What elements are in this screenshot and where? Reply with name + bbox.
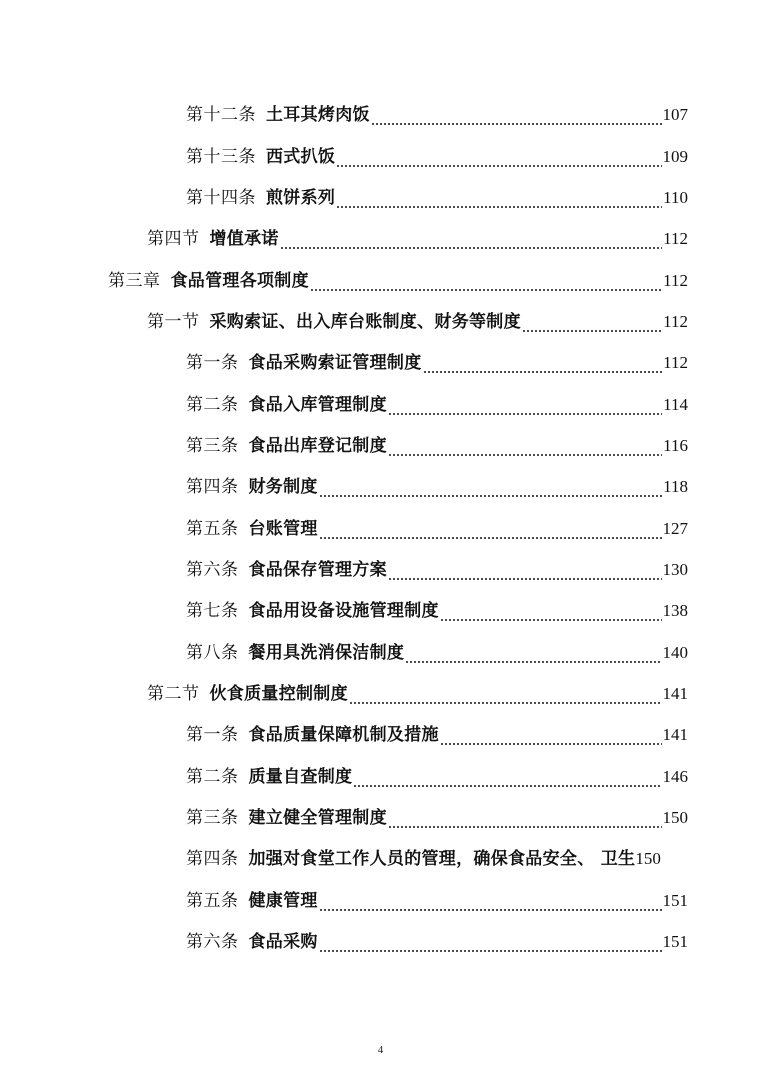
toc-entry-number: 第二条: [186, 395, 239, 414]
toc-entry[interactable]: [186, 634, 688, 664]
toc-entry-title: 食品入库管理制度: [248, 395, 387, 415]
toc-entry-title: 建立健全管理制度: [248, 808, 387, 828]
toc-entry-number: 第一条: [186, 353, 239, 372]
toc-entry-number: 第七条: [186, 601, 239, 620]
toc-entry[interactable]: [186, 758, 688, 788]
toc-entry-page: 112: [663, 229, 688, 248]
toc-entry-page: 116: [663, 436, 688, 455]
toc-entry[interactable]: [186, 551, 688, 581]
toc-entry-number: 第五条: [186, 891, 239, 910]
toc-entry-number: 第十二条: [186, 105, 256, 124]
toc-entry-title: 台账管理: [248, 519, 318, 539]
toc-entry-page: 130: [662, 560, 688, 579]
dot-leader: [336, 191, 662, 209]
toc-entry[interactable]: [108, 262, 688, 292]
toc-entry-title: 质量自查制度: [248, 767, 353, 787]
dot-leader: [319, 894, 662, 912]
toc-entry[interactable]: [186, 179, 688, 209]
toc-entry[interactable]: [147, 303, 688, 333]
dot-leader: [440, 728, 662, 746]
toc-entry-title: 食品质量保障机制及措施: [248, 725, 439, 745]
toc-entry-page: 141: [662, 684, 688, 703]
toc-entry-title: 土耳其烤肉饭: [266, 105, 370, 125]
toc-entry-page: 118: [663, 477, 688, 496]
toc-entry-title: 财务制度: [248, 477, 318, 497]
toc-entry-number: 第五条: [186, 519, 239, 538]
toc-entry-number: 第一节: [147, 312, 200, 331]
toc-entry-number: 第一条: [186, 725, 239, 744]
toc-entry-title: 食品采购: [248, 932, 318, 952]
toc-entry-page: 151: [662, 932, 688, 951]
dot-leader: [405, 646, 661, 664]
dot-leader: [310, 274, 662, 292]
dot-leader: [371, 108, 662, 126]
dot-leader: [388, 563, 662, 581]
toc-entry-number: 第六条: [186, 932, 239, 951]
toc-entry-title: 食品保存管理方案: [248, 560, 387, 580]
toc-entry-page: 112: [663, 312, 688, 331]
toc-entry-page: 150: [635, 849, 661, 868]
toc-entry-page: 114: [663, 395, 688, 414]
toc-entry[interactable]: [147, 220, 688, 250]
toc-entry-number: 第四条: [186, 849, 239, 868]
toc-entry-title: 食品用设备设施管理制度: [248, 601, 439, 621]
dot-leader: [388, 811, 662, 829]
toc-entry-page: 141: [662, 725, 688, 744]
toc-entry-number: 第十三条: [186, 147, 256, 166]
toc-entry-page: 146: [662, 767, 688, 786]
toc-entry[interactable]: [186, 716, 688, 746]
dot-leader: [388, 439, 662, 457]
toc-entry-title: 健康管理: [248, 891, 318, 911]
toc-entry-page: 112: [663, 353, 688, 372]
toc-entry[interactable]: [186, 344, 688, 374]
toc-entry-page: 138: [662, 601, 688, 620]
dot-leader: [319, 935, 662, 953]
toc-entry-number: 第四条: [186, 477, 239, 496]
dot-leader: [349, 687, 662, 705]
toc-entry-number: 第二节: [147, 684, 200, 703]
toc-entry[interactable]: [186, 510, 688, 540]
toc-entry[interactable]: [186, 923, 688, 953]
toc-entry-title: 加强对食堂工作人员的管理，确保食品安全、 卫生: [248, 849, 636, 869]
toc-entry-title: 增值承诺: [209, 229, 279, 249]
toc-entry-title: 食品管理各项制度: [170, 271, 309, 291]
toc-entry-number: 第二条: [186, 767, 239, 786]
page-number: 4: [377, 1044, 384, 1056]
dot-leader: [440, 604, 662, 622]
dot-leader: [319, 480, 662, 498]
dot-leader: [280, 232, 662, 250]
toc-entry-number: 第三条: [186, 436, 239, 455]
toc-entry-title: 伙食质量控制制度: [209, 684, 348, 704]
toc-entry-title: 餐用具洗消保洁制度: [248, 643, 405, 663]
toc-entry-number: 第三条: [186, 808, 239, 827]
toc-entry[interactable]: [186, 468, 688, 498]
toc-entry[interactable]: [186, 882, 688, 912]
toc-entry-page: 127: [662, 519, 688, 538]
toc-entry-number: 第四节: [147, 229, 200, 248]
toc-entry-title: 食品采购索证管理制度: [248, 353, 422, 373]
toc-entry-title: 煎饼系列: [266, 188, 336, 208]
dot-leader: [336, 150, 661, 168]
toc-entry-page: 140: [662, 643, 688, 662]
dot-leader: [388, 398, 662, 416]
toc-entry[interactable]: [186, 427, 688, 457]
dot-leader: [423, 356, 663, 374]
toc-entry-number: 第十四条: [186, 188, 256, 207]
toc-entry-page: 151: [662, 891, 688, 910]
dot-leader: [353, 770, 661, 788]
toc-entry-page: 150: [662, 808, 688, 827]
toc-entry[interactable]: [147, 675, 688, 705]
toc-entry-title: 西式扒饭: [266, 147, 336, 167]
toc-entry[interactable]: [186, 138, 688, 168]
toc-entry[interactable]: [186, 96, 688, 126]
toc-entry[interactable]: [186, 386, 688, 416]
dot-leader: [522, 315, 662, 333]
toc-entry-page: 107: [662, 105, 688, 124]
toc-entry-page: 112: [663, 271, 688, 290]
toc-entry-title: 采购索证、出入库台账制度、财务等制度: [209, 312, 521, 332]
toc-entry-title: 食品出库登记制度: [248, 436, 387, 456]
toc-entry-number: 第八条: [186, 643, 239, 662]
toc-entry[interactable]: [186, 799, 688, 829]
dot-leader: [319, 522, 662, 540]
toc-entry-number: 第三章: [108, 271, 161, 290]
toc-entry[interactable]: [186, 592, 688, 622]
toc-entry-page: 109: [662, 147, 688, 166]
toc-entry-page: 110: [663, 188, 688, 207]
toc-entry-number: 第六条: [186, 560, 239, 579]
toc-entry[interactable]: [186, 840, 696, 870]
